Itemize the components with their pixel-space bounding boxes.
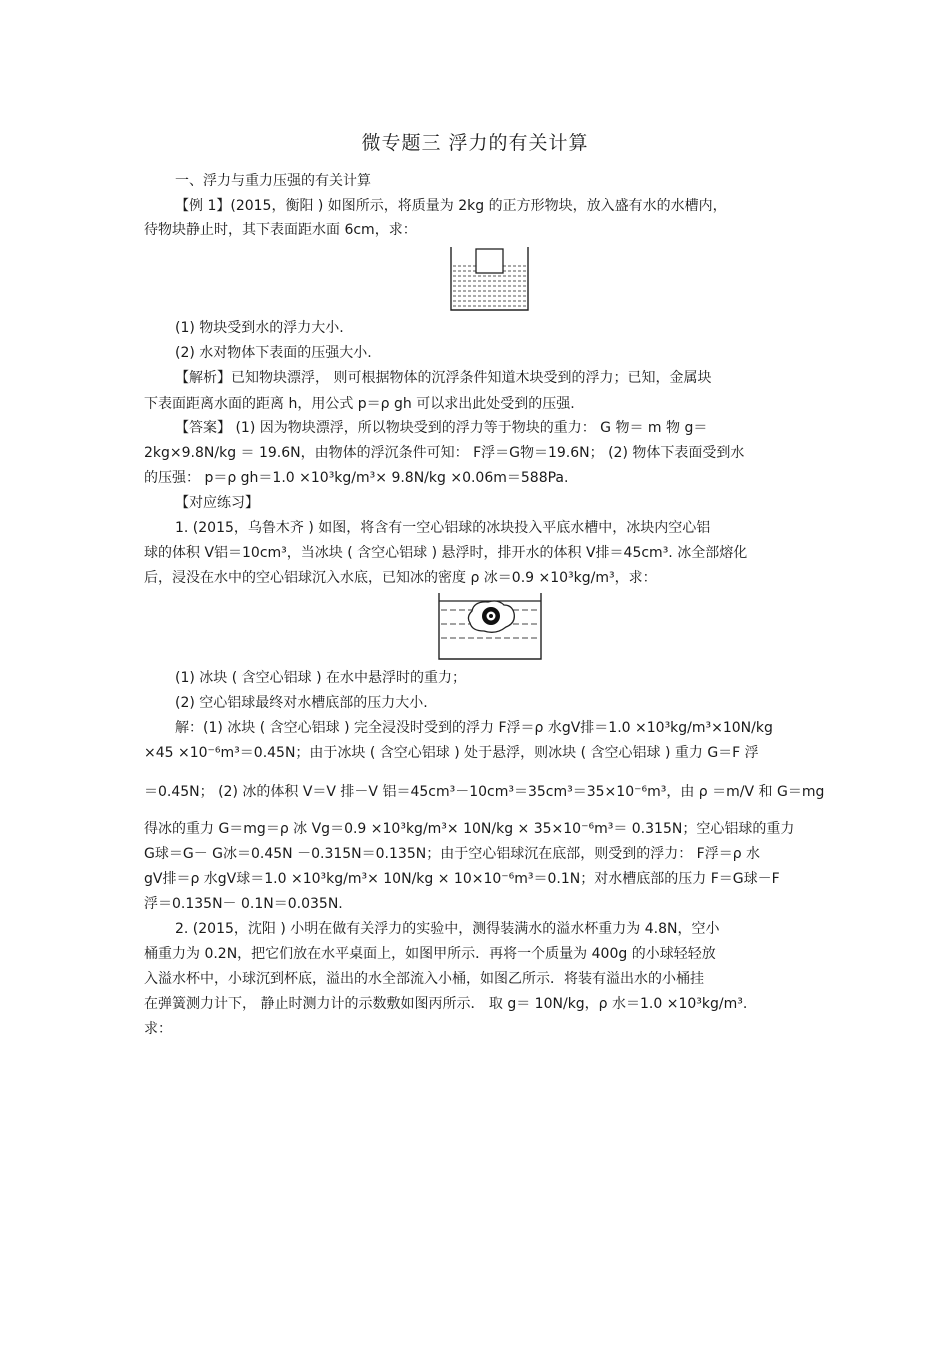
problem-line: 入溢水杯中，小球沉到杯底，溢出的水全部流入小桶，如图乙所示．将装有溢出水的小桶挂 [144,971,704,987]
solution-line: 浮＝0.135N－ 0.1N＝0.035N. [144,896,343,912]
answer-line: 的压强： p＝ρ gh＝1.0 ×10³kg/m³× 9.8N/kg ×0.06m＝588Pa. [144,470,569,486]
question-line: (1) 冰块 ( 含空心铝球 ) 在水中悬浮时的重力； [175,670,467,686]
question-line: (2) 水对物体下表面的压强大小. [175,345,372,361]
problem-line: 在弹簧测力计下， 静止时测力计的示数敷如图丙所示． 取 g＝ 10N/kg，ρ 水＝1.0 ×10³kg/m³. [144,996,748,1012]
solution-line: 解：(1) 冰块 ( 含空心铝球 ) 完全浸没时受到的浮力 F浮＝ρ 水gV排＝1.0 ×10³kg/m³×10N/kg [175,720,773,736]
solution-line: ＝0.45N； (2) 冰的体积 V＝V 排－V 铝＝45cm³－10cm³＝35cm³＝35×10⁻⁶m³，由 ρ ＝m/V 和 G＝mg [144,784,825,800]
problem-line: 1. (2015，乌鲁木齐 ) 如图，将含有一空心铝球的冰块投入平底水槽中，冰块内空心铝 [175,520,711,536]
problem-line: 求： [144,1021,172,1037]
problem-line: 后，浸没在水中的空心铝球沉入水底，已知冰的密度 ρ 冰＝0.9 ×10³kg/m³，求： [144,570,657,586]
solution-line: G球＝G－ G冰＝0.45N －0.315N＝0.135N；由于空心铝球沉在底部，则受到的浮力： F浮＝ρ 水 [144,846,761,862]
answer-line: 【答案】 (1) 因为物块漂浮，所以物块受到的浮力等于物块的重力： G 物＝ m 物 g＝ [175,420,708,436]
section-heading: 一、浮力与重力压强的有关计算 [175,173,371,189]
answer-line: 2kg×9.8N/kg ＝ 19.6N，由物体的浮沉条件可知： F浮＝G物＝19.6N； (2) 物体下表面受到水 [144,445,745,461]
figure-floating-cube [448,246,530,312]
problem-line: 球的体积 V铝＝10cm³，当冰块 ( 含空心铝球 ) 悬浮时，排开水的体积 V排＝45cm³. 冰全部熔化 [144,545,748,561]
example-line: 【例 1】(2015，衡阳 ) 如图所示，将质量为 2kg 的正方形物块，放入盛有水的水槽内， [175,198,727,214]
figure-ice-block [436,593,544,661]
solution-line: 得冰的重力 G＝mg＝ρ 冰 Vg＝0.9 ×10³kg/m³× 10N/kg × 35×10⁻⁶m³＝ 0.315N；空心铝球的重力 [144,821,795,837]
solution-line: ×45 ×10⁻⁶m³＝0.45N；由于冰块 ( 含空心铝球 ) 处于悬浮，则冰块 ( 含空心铝球 ) 重力 G＝F 浮 [144,745,759,761]
analysis-line: 下表面距离水面的距离 h，用公式 p＝ρ gh 可以求出此处受到的压强. [144,396,575,412]
question-line: (1) 物块受到水的浮力大小. [175,320,344,336]
practice-heading: 【对应练习】 [175,495,259,511]
problem-line: 2. (2015，沈阳 ) 小明在做有关浮力的实验中，测得装满水的溢水杯重力为 4.8N，空小 [175,921,720,937]
solution-line: gV排＝ρ 水gV球＝1.0 ×10³kg/m³× 10N/kg × 10×10⁻⁶m³＝0.1N；对水槽底部的压力 F＝G球－F [144,871,780,887]
question-line: (2) 空心铝球最终对水槽底部的压力大小. [175,695,428,711]
problem-line: 桶重力为 0.2N，把它们放在水平桌面上，如图甲所示．再将一个质量为 400g 的小球轻轻放 [144,946,716,962]
page-title: 微专题三 浮力的有关计算 [361,132,589,154]
analysis-line: 【解析】已知物块漂浮， 则可根据物体的沉浮条件知道木块受到的浮力；已知，金属块 [175,370,712,386]
example-line: 待物块静止时，其下表面距水面 6cm，求： [144,222,417,238]
